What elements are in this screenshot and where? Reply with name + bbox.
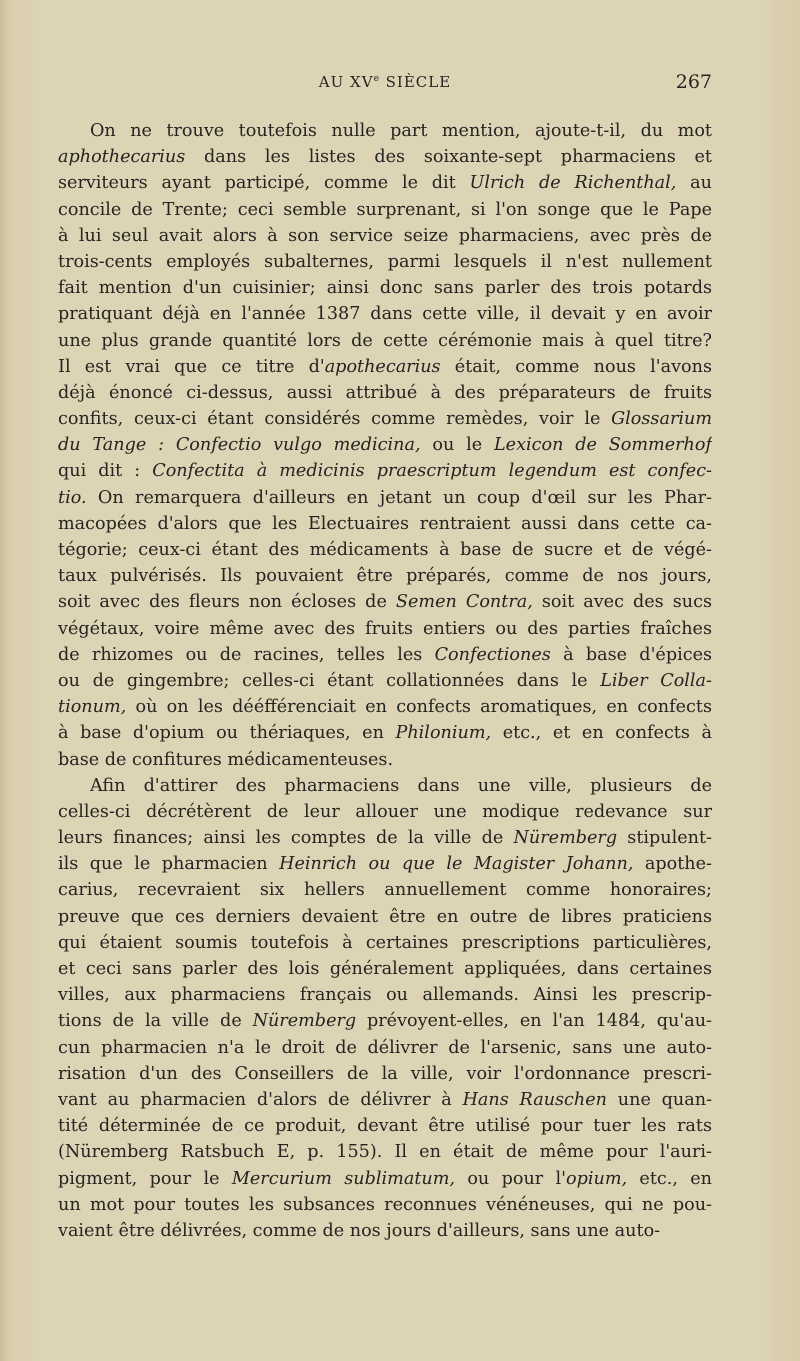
text-segment: ils que le pharmacien — [58, 854, 280, 875]
running-head-title — [58, 73, 712, 91]
text-segment: tégorie; ceux-ci étant des médicaments à base de sucre et de végé- — [58, 540, 712, 560]
text-line — [58, 249, 712, 275]
italic-segment: aphothecarius — [58, 147, 186, 168]
text-line — [58, 1113, 712, 1139]
text-segment: et ceci sans parler des lois généralement appliquées, dans certaines — [58, 959, 712, 979]
italic-segment: Mercurium sublimatum, — [231, 1168, 456, 1189]
text-segment: base de confitures médicamenteuses. — [58, 749, 394, 770]
text-segment: villes, aux pharmaciens français ou allemands. Ainsi les prescrip- — [58, 985, 712, 1006]
text-segment: fait mention d'un cuisinier; ainsi donc sans parler des trois potards — [58, 278, 712, 299]
text-line — [58, 328, 712, 354]
text-line — [58, 1192, 712, 1218]
title-prefix: AU XV — [318, 73, 374, 91]
text-segment: stipulent- — [617, 828, 712, 849]
text-segment: qui dit : — [58, 461, 153, 482]
italic-segment: Ulrich de Richenthal, — [469, 173, 677, 194]
italic-segment: Confectita à medicinis praescriptum legendum est confec- — [152, 461, 712, 482]
running-head — [58, 73, 712, 97]
text-line — [58, 589, 712, 615]
text-line — [58, 1035, 712, 1061]
italic-segment: Heinrich ou que le Magister Johann, — [279, 854, 634, 875]
text-segment: où on les dééfférenciait en confects aromatiques, en confects — [126, 697, 712, 718]
text-segment: vaient être délivrées, comme de nos jours d'ailleurs, sans une auto- — [58, 1220, 661, 1241]
italic-segment: tio. — [58, 487, 87, 508]
text-line — [58, 354, 712, 380]
text-segment: de rhizomes ou de racines, telles les — [58, 644, 435, 665]
text-line — [58, 642, 712, 668]
text-segment: prévoyent-elles, en l'an 1484, qu'au- — [356, 1011, 712, 1032]
text-line — [58, 877, 712, 903]
text-segment: une quan- — [607, 1089, 712, 1110]
text-line — [58, 747, 712, 773]
text-line — [58, 170, 712, 196]
text-segment: dans les listes des soixante-sept pharmaciens et — [185, 147, 712, 168]
text-segment: ou pour l' — [455, 1168, 566, 1189]
text-segment: pigment, pour le — [58, 1168, 232, 1189]
text-segment: etc., et en confects à — [491, 723, 712, 744]
text-line — [58, 930, 712, 956]
text-line — [58, 197, 712, 223]
text-line — [58, 1218, 712, 1244]
text-segment: etc., en — [627, 1168, 712, 1189]
text-segment: à base d'épices — [550, 644, 712, 665]
text-line — [58, 1008, 712, 1034]
text-segment: qui étaient soumis toutefois à certaines prescriptions particulières, — [58, 932, 712, 953]
text-segment: risation d'un des Conseillers de la ville, voir l'ordonnance prescri- — [58, 1063, 712, 1084]
text-line — [58, 563, 712, 589]
italic-segment: Nüremberg — [513, 828, 618, 849]
text-line — [58, 616, 712, 642]
text-line — [58, 511, 712, 537]
text-line — [58, 956, 712, 982]
text-segment: cun pharmacien n'a le droit de délivrer de l'arsenic, sans une auto- — [58, 1037, 712, 1058]
text-line — [58, 458, 712, 484]
text-segment: carius, recevraient six hellers annuellement comme honoraires; — [58, 880, 712, 901]
text-segment: macopées d'alors que les Electuaires rentraient aussi dans cette ca- — [58, 513, 712, 534]
text-segment: à lui seul avait alors à son service seize pharmaciens, avec près de — [58, 225, 712, 246]
italic-segment: Philonium, — [395, 723, 492, 744]
text-segment: Il est vrai que ce titre d' — [58, 356, 325, 377]
text-line — [58, 982, 712, 1008]
text-line — [58, 406, 712, 432]
text-segment: tité déterminée de ce produit, devant être utilisé pour tuer les rats — [58, 1116, 712, 1137]
text-line — [58, 275, 712, 301]
text-segment: tions de la ville de — [58, 1011, 253, 1032]
text-line — [58, 118, 712, 144]
text-segment: taux pulvérisés. Ils pouvaient être préparés, comme de nos jours, — [58, 566, 712, 587]
text-line — [58, 1166, 712, 1192]
text-line — [58, 773, 712, 799]
text-line — [58, 380, 712, 406]
text-line — [58, 144, 712, 170]
text-line — [58, 301, 712, 327]
text-segment: déjà énoncé ci-dessus, aussi attribué à des préparateurs de fruits — [58, 382, 712, 403]
text-segment: On remarquera d'ailleurs en jetant un coup d'œil sur les Phar- — [86, 487, 712, 508]
text-segment: pratiquant déjà en l'année 1387 dans cette ville, il devait y en avoir — [58, 304, 712, 325]
italic-segment: Nüremberg — [252, 1011, 357, 1032]
title-suffix: SIÈCLE — [379, 73, 452, 91]
text-segment: trois-cents employés subalternes, parmi lesquels il n'est nullement — [58, 251, 712, 272]
text-segment: était, comme nous l'avons — [440, 356, 712, 377]
italic-segment: apothecarius — [324, 356, 441, 377]
text-segment: Afin d'attirer des pharmaciens dans une ville, plusieurs de — [90, 775, 712, 796]
title-superscript: e — [373, 74, 380, 84]
body-text — [58, 118, 712, 1244]
page-number: 267 — [675, 71, 712, 93]
text-line — [58, 1139, 712, 1165]
text-segment: à base d'opium ou thériaques, en — [58, 723, 396, 744]
text-segment: serviteurs ayant participé, comme le dit — [58, 173, 470, 194]
text-segment: vant au pharmacien d'alors de délivrer à — [58, 1089, 463, 1110]
italic-segment: du Tange : Confectio vulgo medicina, — [58, 435, 421, 456]
italic-segment: Confectiones — [434, 644, 551, 665]
text-segment: (Nüremberg Ratsbuch E, p. 155). Il en était de même pour l'auri- — [58, 1142, 712, 1163]
text-segment: soit avec des sucs — [532, 592, 712, 613]
text-segment: celles-ci décrétèrent de leur allouer une modique redevance sur — [58, 801, 712, 822]
text-segment: concile de Trente; ceci semble surprenant, si l'on songe que le Pape — [58, 199, 712, 220]
italic-segment: tionum, — [58, 697, 127, 718]
text-line — [58, 825, 712, 851]
text-line — [58, 1061, 712, 1087]
text-segment: confits, ceux-ci étant considérés comme remèdes, voir le — [58, 409, 612, 430]
italic-segment: Glossarium — [611, 409, 712, 430]
text-line — [58, 668, 712, 694]
text-line — [58, 904, 712, 930]
text-segment: On ne trouve toutefois nulle part mention, ajoute-t-il, du mot — [90, 121, 712, 141]
text-segment: apothe- — [633, 854, 712, 875]
text-segment: soit avec des fleurs non écloses de — [58, 592, 396, 613]
text-line — [58, 485, 712, 511]
text-segment: au — [676, 173, 712, 194]
text-line — [58, 432, 712, 458]
text-line — [58, 1087, 712, 1113]
text-line — [58, 537, 712, 563]
text-segment: leurs finances; ainsi les comptes de la ville de — [58, 828, 514, 849]
text-line — [58, 223, 712, 249]
text-line — [58, 694, 712, 720]
italic-segment: Hans Rauschen — [462, 1089, 607, 1110]
italic-segment: opium, — [566, 1168, 628, 1189]
text-line — [58, 851, 712, 877]
text-segment: preuve que ces derniers devaient être en outre de libres praticiens — [58, 906, 712, 927]
text-segment: un mot pour toutes les subsances reconnues vénéneuses, qui ne pou- — [58, 1194, 712, 1215]
text-segment: une plus grande quantité lors de cette cérémonie mais à quel titre? — [58, 330, 712, 351]
italic-segment: Semen Contra, — [395, 592, 533, 613]
text-segment: ou le — [420, 435, 494, 456]
text-line — [58, 720, 712, 746]
italic-segment: Liber Colla- — [600, 670, 712, 691]
text-line — [58, 799, 712, 825]
text-segment: végétaux, voire même avec des fruits entiers ou des parties fraîches — [58, 618, 712, 639]
italic-segment: Lexicon de Sommerhof — [493, 435, 712, 456]
text-segment: ou de gingembre; celles-ci étant collationnées dans le — [58, 670, 601, 691]
